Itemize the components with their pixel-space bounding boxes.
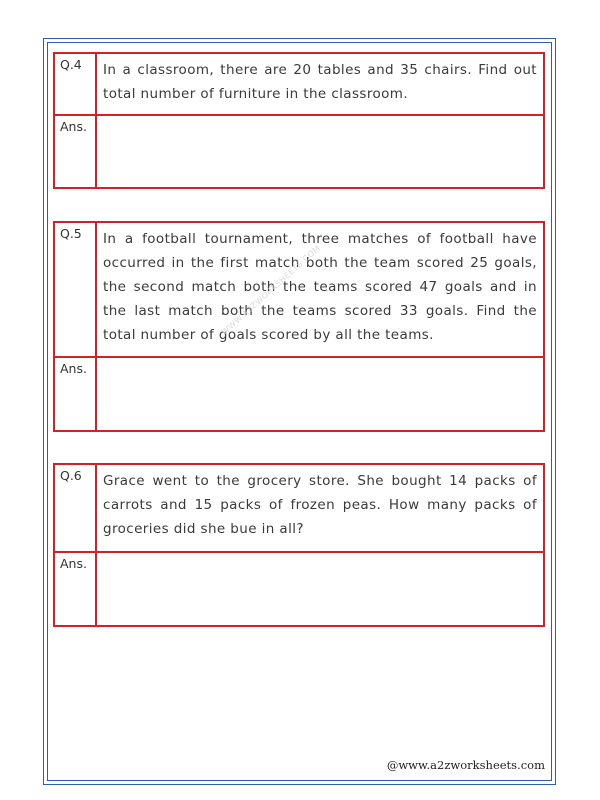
watermark: WWW.A2ZWORKSHEETS.COM xyxy=(220,243,323,337)
question-row xyxy=(55,223,543,358)
answer-row xyxy=(55,358,543,430)
answer-row xyxy=(55,116,543,187)
question-number: Q.6 xyxy=(55,465,97,551)
question-table-5 xyxy=(53,221,545,432)
answer-space[interactable] xyxy=(97,553,543,625)
answer-space[interactable] xyxy=(97,116,543,187)
footer-url: @www.a2zworksheets.com xyxy=(386,758,545,772)
answer-space[interactable] xyxy=(97,358,543,430)
question-text: Grace went to the grocery store. She bought 14 packs of carrots and 15 packs of frozen peas. How many packs of groceries did she bue in all? xyxy=(103,473,537,537)
question-table-6 xyxy=(53,463,545,627)
answer-row xyxy=(55,553,543,625)
question-number: Q.4 xyxy=(55,54,97,114)
answer-label: Ans. xyxy=(55,358,97,430)
answer-label: Ans. xyxy=(55,116,97,187)
answer-label: Ans. xyxy=(55,553,97,625)
question-table-4 xyxy=(53,52,545,189)
question-number: Q.5 xyxy=(55,223,97,356)
question-text: In a classroom, there are 20 tables and 35 chairs. Find out total number of furniture in the classroom. xyxy=(103,62,537,102)
question-text: In a football tournament, three matches of football have occurred in the first match both the team scored 25 goals, the second match both the teams scored 47 goals and in the last match both the teams scored 33 goals. Find the total number of goals scored by all the teams. xyxy=(103,231,537,343)
question-row xyxy=(55,54,543,116)
question-row xyxy=(55,465,543,553)
